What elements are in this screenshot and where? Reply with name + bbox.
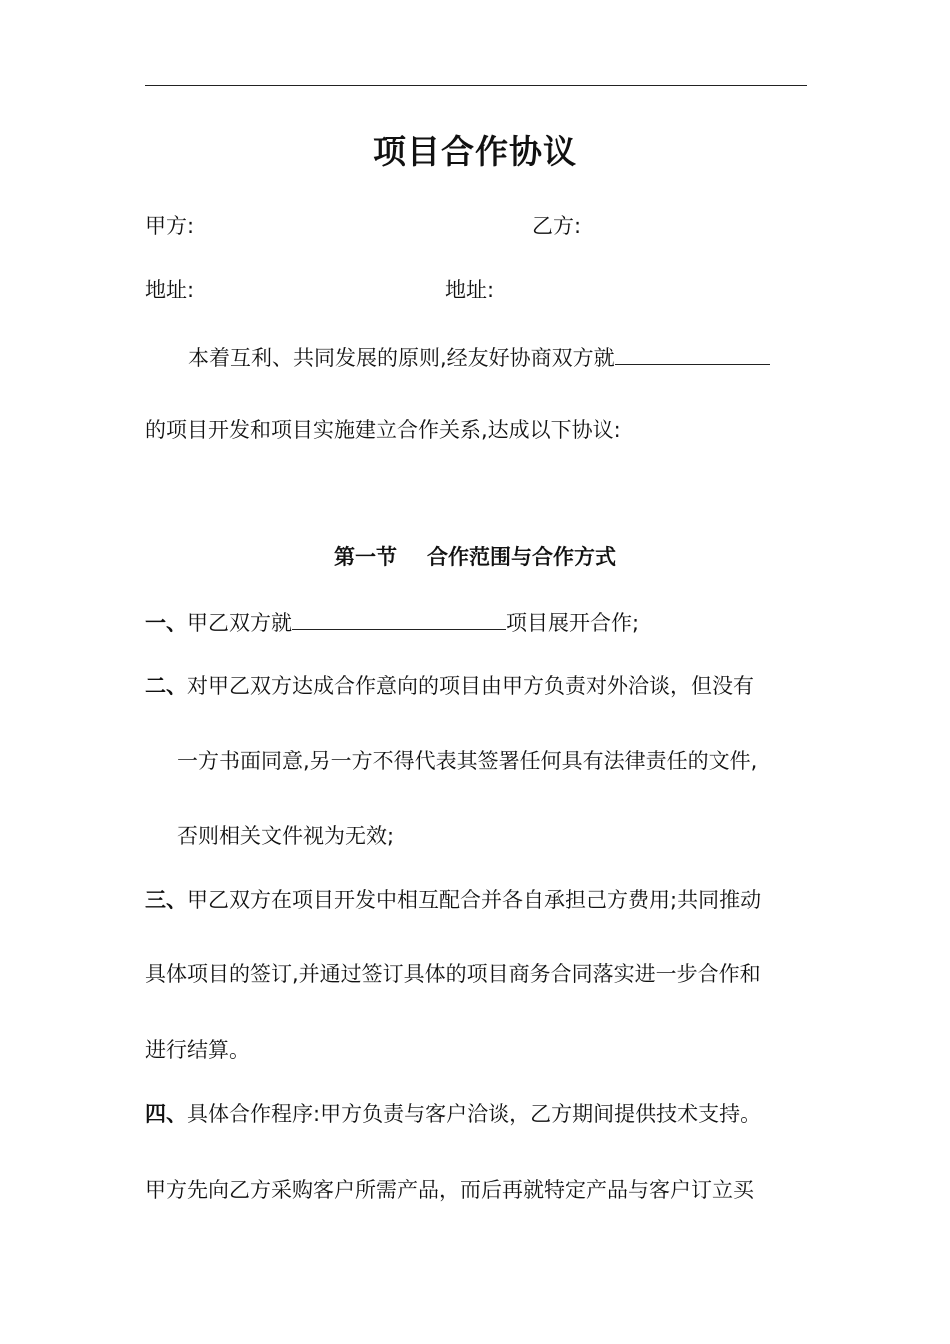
clause-3-line-2: 具体项目的签订,并通过签订具体的项目商务合同落实进一步合作和	[145, 962, 761, 986]
clause-3-line-3: 进行结算。	[145, 1038, 250, 1062]
clause-2-line-3: 否则相关文件视为无效;	[177, 824, 395, 848]
party-a-label: 甲方:	[145, 214, 195, 238]
clause-1-text-before: 甲乙双方就	[187, 611, 292, 635]
address-b-label: 地址:	[445, 278, 495, 302]
clause-2-number: 二、	[145, 674, 187, 698]
clause-3-text-1: 甲乙双方在项目开发中相互配合并各自承担己方费用;共同推动	[187, 888, 762, 912]
preamble-text-1: 本着互利、共同发展的原则,经友好协商双方就	[188, 346, 615, 370]
header-rule	[145, 85, 807, 86]
preamble-line-2: 的项目开发和项目实施建立合作关系,达成以下协议:	[145, 418, 621, 442]
clause-1-text-after: 项目展开合作;	[506, 611, 640, 635]
clause-4-line-2: 甲方先向乙方采购客户所需产品，而后再就特定产品与客户订立买	[145, 1178, 754, 1202]
clause-2-line-1	[145, 672, 754, 700]
clause-1	[145, 607, 639, 637]
section-1-title	[0, 543, 950, 571]
clause-1-number: 一、	[145, 611, 187, 635]
party-b-label: 乙方:	[532, 214, 582, 238]
clause-4-line-1	[145, 1100, 761, 1128]
clause-3-number: 三、	[145, 888, 187, 912]
preamble-line-1	[188, 342, 770, 372]
clause-4-number: 四、	[145, 1102, 187, 1126]
clause-3-line-1	[145, 886, 761, 914]
section-1-heading: 合作范围与合作方式	[427, 545, 616, 569]
clause-2-text-1: 对甲乙双方达成合作意向的项目由甲方负责对外洽谈，但没有	[187, 674, 754, 698]
address-a-label: 地址:	[145, 278, 195, 302]
clause-2-line-2: 一方书面同意,另一方不得代表其签署任何具有法律责任的文件,	[177, 749, 758, 773]
document-title: 项目合作协议	[373, 132, 577, 171]
clause-1-blank	[292, 607, 506, 630]
project-name-blank	[615, 342, 770, 365]
section-1-number: 第一节	[334, 545, 397, 569]
clause-4-text-1: 具体合作程序:甲方负责与客户洽谈，乙方期间提供技术支持。	[187, 1102, 762, 1126]
